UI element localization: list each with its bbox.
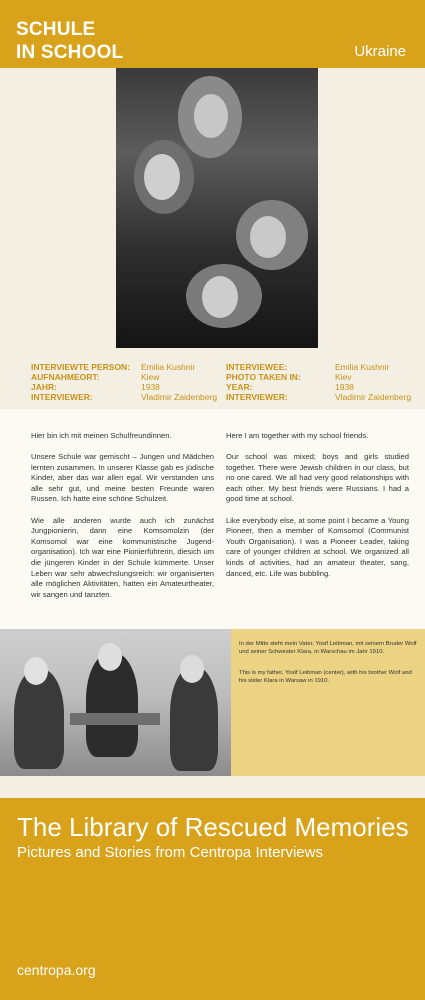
meta-value: Kiew [141, 372, 160, 382]
caption-english: This is my father, Yosif Leibman (center), with his brother Wolf and his sister Klara in Warsaw in 1910. [239, 670, 412, 685]
paragraph: Unsere Schule war gemischt – Jungen und Mädchen lernten zusammen. In unserer Klasse gab es jüdische Kinder, aber das war allen egal. Wir verstanden uns alle sehr gut, und meine besten Freunde waren Russen. Ich hatte eine schöne Schulzeit. [31, 452, 214, 504]
metadata-german [31, 362, 217, 402]
meta-value: Kiev [335, 372, 352, 382]
meta-label: JAHR: [31, 382, 57, 392]
caption-german: In der Mitte steht mein Vater, Yosif Leibman, mit seinem Bruder Wolf und seiner Schwester Klara, in Warschau im Jahr 1910. [239, 641, 417, 656]
footer-title: The Library of Rescued Memories [17, 812, 409, 842]
school-friends-photo [116, 68, 318, 348]
title-german: SCHULE [16, 19, 96, 40]
paragraph: Like everybody else, at some point I became a Young Pioneer, then a member of Komsomol (Communist Youth Organisation). I was a Pioneer Leader, taking care of younger children at school. We organized all kinds of activities, had an amateur theater, sang, danced, etc. Life was bubbling. [226, 515, 409, 578]
paragraph: Our school was mixed; boys and girls studied together. There were Jewish children in our class, but no one cared. We all had very good relationships with each other. My best friends were Russians. I had a good time at school. [226, 452, 409, 504]
meta-label: AUFNAHMEORT: [31, 372, 100, 382]
paragraph: Wie alle anderen wurde auch ich zunächst Jungpionierin, dann eine Komsomolzin (der Komsomol war eine kommunistische Jugendorganisation). Ich war eine Pionierführerin, diesich um die jüngeren Kinder in der Schule kümmerte. Unser Leben war sehr abwechslungsreich: wir organisierten alle möglichen Aktivitäten, hatten ein Amateurtheater, wir sangen und tanzten. [31, 515, 214, 599]
family-photo [0, 629, 231, 776]
metadata-english [226, 362, 411, 402]
country-label: Ukraine [354, 43, 406, 60]
meta-label: INTERVIEWTE PERSON: [31, 362, 131, 372]
meta-label: YEAR: [226, 382, 253, 392]
footer-subtitle: Pictures and Stories from Centropa Interviews [17, 844, 323, 861]
paragraph: Hier bin ich mit meinen Schulfreundinnen. [31, 431, 172, 440]
meta-label: INTERVIEWER: [226, 392, 288, 402]
meta-value: Vladimir Zaidenberg [335, 392, 412, 402]
meta-value: 1938 [141, 382, 160, 392]
title-english: IN SCHOOL [16, 42, 124, 63]
header-band [0, 0, 425, 68]
story-english [226, 431, 409, 590]
meta-label: INTERVIEWER: [31, 392, 93, 402]
footer-band [0, 798, 425, 1000]
page-title [16, 18, 123, 64]
meta-value: Emilia Kushnir [141, 362, 196, 372]
story-text-panel [0, 409, 425, 629]
meta-label: PHOTO TAKEN IN: [226, 372, 301, 382]
meta-value: Vladimir Zaidenberg [141, 392, 218, 402]
meta-label: INTERVIEWEE: [226, 362, 288, 372]
meta-value: 1938 [335, 382, 354, 392]
paragraph: Here I am together with my school friends. [226, 431, 369, 440]
photo-caption-box [231, 629, 425, 776]
footer-website: centropa.org [17, 962, 96, 978]
story-german [31, 431, 214, 611]
meta-value: Emilia Kushnir [335, 362, 390, 372]
